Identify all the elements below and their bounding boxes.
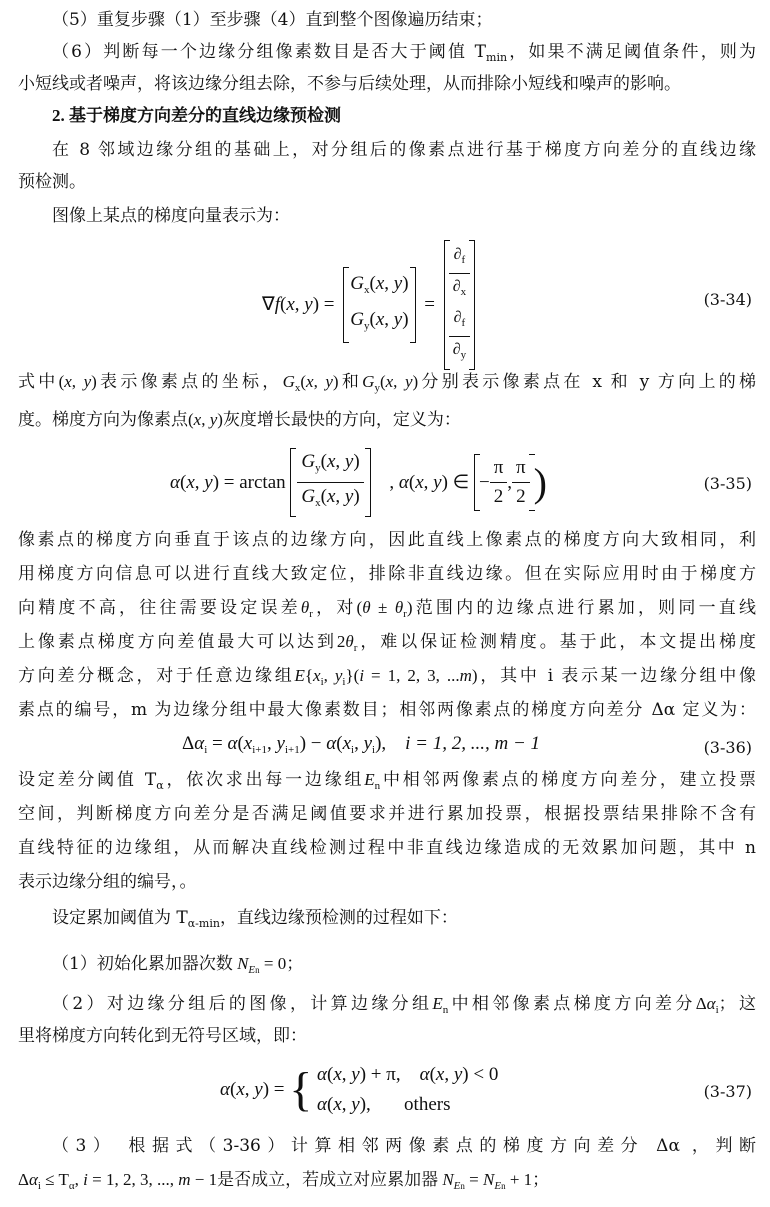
equation-3-34: ∇f(x, y) = $G_x(x$, y) $G_y(x$, y) = $\frac{\partial_f}{\partial_x}$ $\frac{\partial_f}{\partial_y}$ (3-34) bbox=[0, 240, 770, 360]
paragraph-line bbox=[52, 906, 756, 936]
text-span: 设定累加阈值为 T bbox=[52, 908, 188, 928]
paragraph-line: 设定差分阈值 $T_\alpha$，依次求出每一边缘组$E_n$中相邻两像素点的梯度方向差分，建立投票 bbox=[18, 770, 757, 792]
equation-3-37: α(x, y) = { α(x, y) + π, α(x, y) < 0 α(x, y), others (3-37) bbox=[220, 1063, 752, 1116]
pi-symbol: π bbox=[516, 457, 526, 478]
text-span: 在 8 邻域边缘分组的基础上，对分组后的像素点进行基于梯度方向差分的直线边缘 bbox=[52, 140, 756, 160]
range-bracket: − $\frac{\pi}{2}$ , $\frac{\pi}{2}$ bbox=[474, 454, 534, 511]
arctan-bracket: $\frac{G_y(x, y)}{G_x(x, y)}$ bbox=[290, 448, 370, 517]
text-span: 表示边缘分组的编号，。 bbox=[18, 872, 197, 892]
paragraph-line: 上像素点梯度方向差值最大可以达到$2\theta_r$，难以保证检测精度。基于此，本文提出梯度 bbox=[18, 632, 756, 654]
text-span: ，其中 i 表示某一边缘分组中像 bbox=[477, 666, 757, 686]
text-span: 方向差分概念，对于任意边缘组 bbox=[18, 666, 295, 686]
equation-3-35: α(x, y) = arctan $\frac{G_y(x, y)}{G_x(x, y)}$ , α(x, y) ∈ − $\frac{\pi}{2}$ , $\frac{\pi}{2}$ ) (3-35) bbox=[0, 448, 770, 518]
text-span: 灰度增长最快的方向，定义为： bbox=[222, 410, 461, 430]
others-text: others bbox=[404, 1094, 451, 1115]
paragraph-line bbox=[18, 802, 756, 826]
arctan-text: arctan bbox=[239, 471, 286, 493]
text-span: 里将梯度方向转化到无符号区域，即： bbox=[18, 1026, 307, 1046]
equation-number: (3-37) bbox=[703, 1082, 752, 1101]
text-span: （1）初始化累加器次数 bbox=[52, 954, 233, 974]
range-text: i = 1, 2, ..., m − 1 bbox=[405, 733, 541, 754]
subscript: min bbox=[486, 51, 508, 64]
step-6-continuation bbox=[18, 72, 756, 96]
text-span: 分别表示像素点在 x 和 y 方向上的梯 bbox=[418, 372, 757, 392]
text-span: 是否成立，若成立对应累加器 bbox=[217, 1170, 439, 1190]
paragraph-line bbox=[18, 528, 756, 552]
paragraph-line: $\Delta\alpha_i \le T_\alpha$, i = 1, 2, 3, ..., m − 1是否成立，若成立对应累加器 $N_{En} = N_{En} + 1$； bbox=[18, 1170, 550, 1192]
text-span: （6）判断每一个边缘分组像素数目是否大于阈值 T bbox=[52, 42, 487, 62]
text-span: 度。梯度方向为像素点 bbox=[18, 410, 188, 430]
step-2-text: （2）对边缘分组后的图像，计算边缘分组$E_n$中相邻像素点梯度方向差分$\Delta\alpha_i$；这 bbox=[52, 994, 756, 1016]
text-span: 向精度不高，往往需要设定误差 bbox=[18, 598, 301, 618]
paragraph-line bbox=[18, 836, 756, 860]
equation-3-36: $\Delta\alpha_i = \alpha(x_{i+1}$, $y_{i+1}) - \alpha(x_i$, $y_i$), i = 1, 2, ..., m − 1 (3-36) bbox=[0, 728, 770, 762]
text-span: 图像上某点的梯度向量表示为： bbox=[52, 206, 290, 226]
step-1-text: （1）初始化累加器次数 $N_{En} = 0$； bbox=[52, 954, 304, 976]
text-span: 范围内的边缘点进行累加，则同一直线 bbox=[412, 598, 757, 618]
paragraph-line bbox=[52, 138, 756, 162]
equation-number: (3-36) bbox=[703, 738, 752, 757]
paragraph-line: 式中(x, y)表示像素点的坐标，$G_x(x$, y)和$G_y(x$, y)分别表示像素点在 x 和 y 方向上的梯 bbox=[18, 372, 757, 394]
step-5-text bbox=[52, 8, 756, 32]
text-span: （3） 根据式（3-36）计算相邻两像素点的梯度方向差分 Δα ，判断 bbox=[52, 1136, 756, 1156]
text-span: 小短线或者噪声，将该边缘分组去除，不参与后续处理，从而排除小短线和噪声的影响。 bbox=[18, 74, 681, 94]
text-span: 中相邻像素点梯度方向差分 bbox=[448, 994, 696, 1014]
text-span: ，难以保证检测精度。基于此，本文提出梯度 bbox=[357, 632, 756, 652]
pi-symbol: π bbox=[386, 1064, 396, 1085]
text-span: 用梯度方向信息可以进行直线大致定位，排除非直线边缘。但在实际应用时由于梯度方 bbox=[18, 564, 756, 584]
text-span: ，直线边缘预检测的过程如下： bbox=[219, 908, 458, 928]
heading-text: 2. 基于梯度方向差分的直线边缘预检测 bbox=[52, 106, 341, 125]
section-heading bbox=[52, 104, 756, 128]
paragraph-line bbox=[18, 870, 756, 894]
text-span: 中相邻两像素点的梯度方向差分，建立投票 bbox=[380, 770, 757, 790]
text-span: 设定差分阈值 T bbox=[18, 770, 157, 790]
paragraph-line bbox=[18, 1024, 756, 1048]
text-span: ，如果不满足阈值条件，则为 bbox=[507, 42, 757, 62]
subscript: α-min bbox=[187, 917, 220, 930]
paragraph-line: 度。梯度方向为像素点(x, y)灰度增长最快的方向，定义为： bbox=[18, 410, 461, 430]
text-span: 空间，判断梯度方向差分是否满足阈值要求并进行累加投票，根据投票结果排除不含有 bbox=[18, 804, 756, 824]
text-span: ，对 bbox=[312, 598, 357, 618]
paragraph-line bbox=[52, 204, 756, 228]
text-span: 上像素点梯度方向差值最大可以达到 bbox=[18, 632, 337, 652]
paragraph-line bbox=[18, 698, 756, 722]
paragraph-line: 向精度不高，往往需要设定误差$\theta_r$，对$(\theta \pm \theta_r)$范围内的边缘点进行累加，则同一直线 bbox=[18, 598, 757, 620]
paragraph-line bbox=[18, 170, 756, 194]
equation-number: (3-35) bbox=[703, 474, 752, 493]
text-span: 直线特征的边缘组，从而解决直线检测过程中非直线边缘造成的无效累加问题，其中 n bbox=[18, 838, 756, 858]
step-3-text bbox=[52, 1134, 756, 1158]
paragraph-line: 方向差分概念，对于任意边缘组$E\{x_i$, $y_i\}(i = 1$, 2, 3, ...m)，其中 i 表示某一边缘分组中像 bbox=[18, 666, 757, 688]
partial-matrix: $\frac{\partial_f}{\partial_x}$ $\frac{\partial_f}{\partial_y}$ bbox=[444, 240, 475, 370]
text-span: 像素点的梯度方向垂直于该点的边缘方向，因此直线上像素点的梯度方向大致相同，利 bbox=[18, 530, 756, 550]
text-span: ；这 bbox=[718, 994, 756, 1014]
text-span: 预检测。 bbox=[18, 172, 86, 192]
text-span: 和 bbox=[338, 372, 363, 392]
text-span: 表示像素点的坐标， bbox=[96, 372, 283, 392]
text-span: 式中 bbox=[18, 372, 59, 392]
gradient-matrix: $G_x(x$, y) $G_y(x$, y) bbox=[343, 267, 415, 343]
pi-symbol: π bbox=[493, 457, 504, 478]
text-span: （5）重复步骤（1）至步骤（4）直到整个图像遍历结束； bbox=[52, 10, 493, 30]
text-span: 素点的编号，m 为边缘分组中最大像素数目；相邻两像素点的梯度方向差分 Δα 定义为： bbox=[18, 700, 756, 720]
text-span: ，依次求出每一边缘组 bbox=[163, 770, 365, 790]
text-span: （2）对边缘分组后的图像，计算边缘分组 bbox=[52, 994, 433, 1014]
paragraph-line bbox=[18, 562, 756, 586]
step-6-text bbox=[52, 40, 756, 70]
equation-number: (3-34) bbox=[703, 290, 752, 309]
